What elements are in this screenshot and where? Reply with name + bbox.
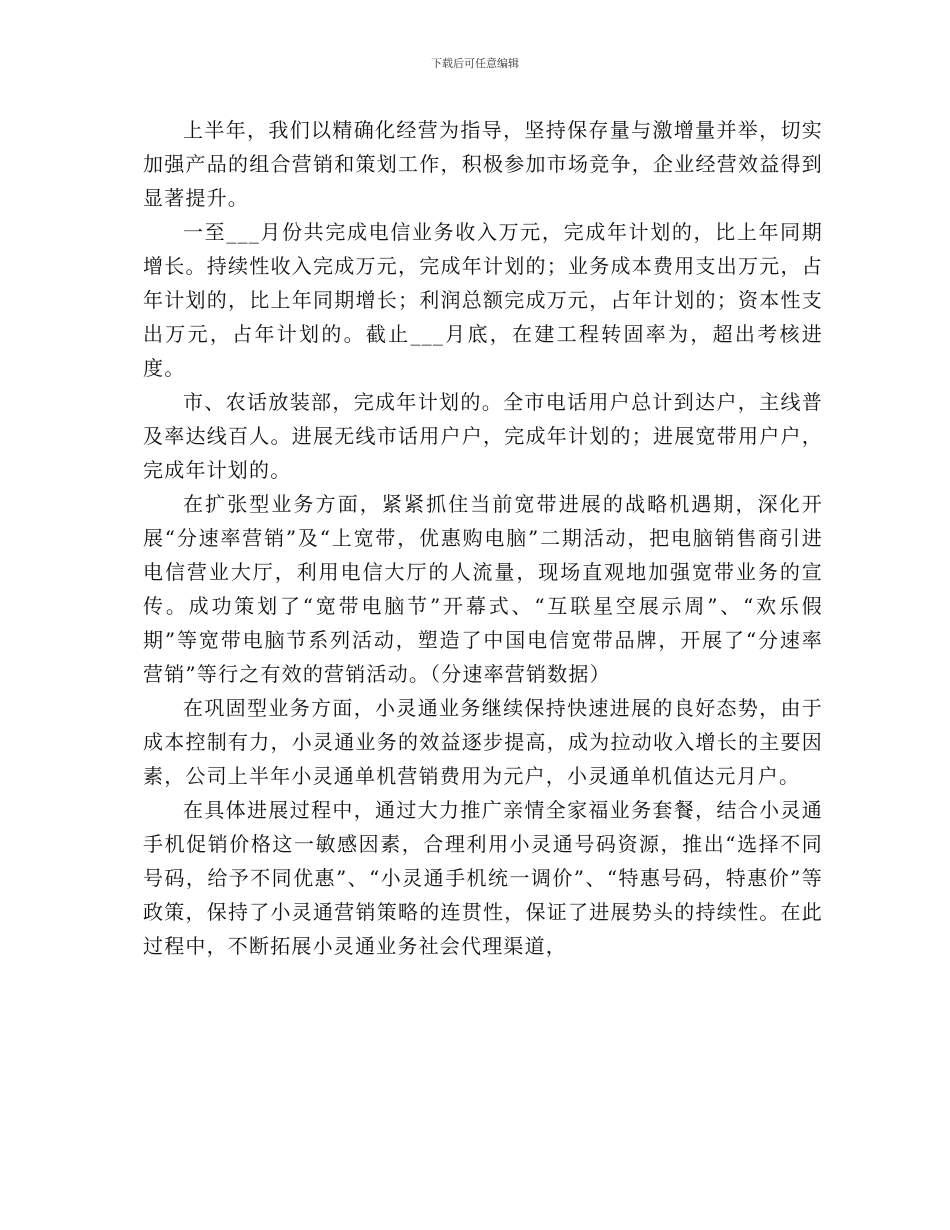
paragraph-2: 一至___月份共完成电信业务收入万元，完成年计划的，比上年同期增长。持续性收入完成万元，完成年计划的；业务成本费用支出万元，占年计划的，比上年同期增长；利润总额完成万元，占年计划的；资本性支出万元，占年计划的。截止___月底，在建工程转固率为，超出考核进度。	[143, 220, 823, 380]
page-header: 下载后可任意编辑	[431, 57, 519, 70]
paragraph-4: 在扩张型业务方面，紧紧抓住当前宽带进展的战略机遇期，深化开展“分速率营销”及“上宽带，优惠购电脑”二期活动，把电脑销售商引进电信营业大厅，利用电信大厅的人流量，现场直观地加强宽带业务的宣传。成功策划了“宽带电脑节”开幕式、“互联星空展示周”、“欢乐假期”等宽带电脑节系列活动，塑造了中国电信宽带品牌，开展了“分速率营销”等行之有效的营销活动。（分速率营销数据）	[143, 492, 823, 686]
paragraph-5: 在巩固型业务方面，小灵通业务继续保持快速进展的良好态势，由于成本控制有力，小灵通业务的效益逐步提高，成为拉动收入增长的主要因素，公司上半年小灵通单机营销费用为元户，小灵通单机值达元月户。	[143, 696, 823, 788]
paragraph-1: 上半年，我们以精确化经营为指导，坚持保存量与激增量并举，切实加强产品的组合营销和策划工作，积极参加市场竞争，企业经营效益得到显著提升。	[143, 118, 823, 210]
document-body	[143, 113, 823, 963]
paragraph-6: 在具体进展过程中，通过大力推广亲情全家福业务套餐，结合小灵通手机促销价格这一敏感因素，合理利用小灵通号码资源，推出“选择不同号码，给予不同优惠”、“小灵通手机统一调价”、“特惠号码，特惠价”等政策，保持了小灵通营销策略的连贯性，保证了进展势头的持续性。在此过程中，不断拓展小灵通业务社会代理渠道，	[143, 798, 823, 958]
paragraph-3: 市、农话放装部，完成年计划的。全市电话用户总计到达户，主线普及率达线百人。进展无线市话用户户，完成年计划的；进展宽带用户户，完成年计划的。	[143, 390, 823, 482]
